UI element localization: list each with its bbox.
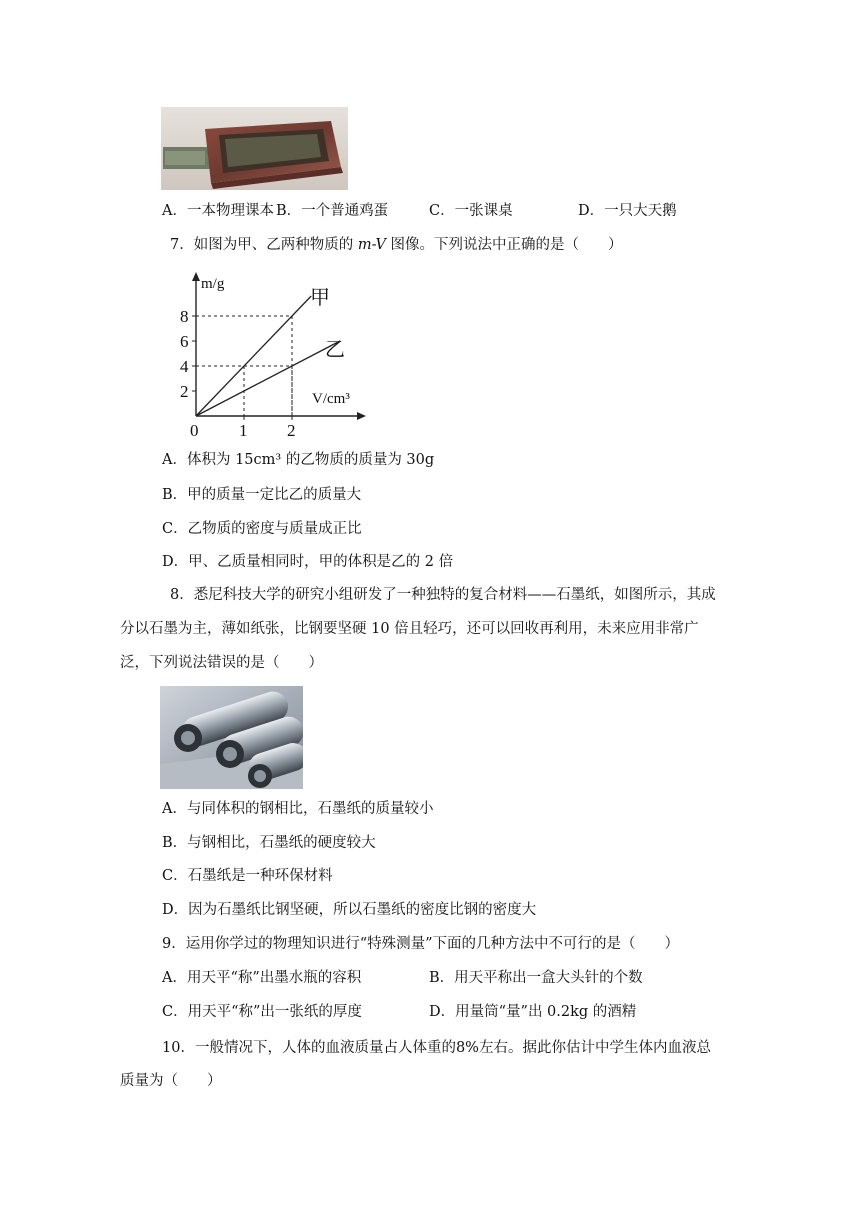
y-axis-arrow [192,272,200,281]
y-tick-label-2: 2 [180,382,189,401]
q9-option-d: D．用量筒“量”出 0.2kg 的酒精 [429,1004,637,1020]
y-tick-label-8: 8 [180,307,189,326]
y-tick-label-4: 4 [180,357,189,376]
q9-stem: 9．运用你学过的物理知识进行“特殊测量”下面的几种方法中不可行的是（ ） [162,936,680,952]
q8-stem-line3: 泛，下列说法错误的是（ ） [120,655,323,671]
q8-option-b: B．与钢相比，石墨纸的硬度较大 [162,835,376,851]
q7-mv-graph [160,268,375,440]
q9-option-c: C．用天平“称”出一张纸的厚度 [162,1004,362,1020]
series-label-yi: 乙 [325,339,345,361]
q8-option-c: C．石墨纸是一种环保材料 [162,868,333,884]
q10-stem-line2: 质量为（ ） [120,1073,222,1089]
q7-option-d: D．甲、乙质量相同时，甲的体积是乙的 2 倍 [162,554,454,570]
x-axis-arrow [357,412,366,420]
q7-option-c: C．乙物质的密度与质量成正比 [162,521,362,537]
q6-photo-tray [161,107,348,190]
x-tick-label-1: 1 [239,421,248,440]
x-tick-label-0: 0 [190,421,199,440]
x-axis-label: V/cm³ [312,391,350,407]
q8-option-a: A．与同体积的钢相比，石墨纸的质量较小 [162,801,434,817]
q7-option-a [162,451,434,469]
q10-stem-line1: 10．一般情况下，人体的血液质量占人体重的8%左右。据此你估计中学生体内血液总 [162,1040,711,1056]
q8-stem-line2: 分以石墨为主，薄如纸张，比钢要坚硬 10 倍且轻巧，还可以回收再利用，未来应用非常广 [120,621,699,637]
q8-photo-graphite-rolls [160,686,303,789]
q9-option-b: B．用天平称出一盒大头针的个数 [429,970,643,986]
q6-option-d: D．一只大天鹅 [578,203,677,219]
q6-option-c: C．一张课桌 [429,203,513,219]
q9-option-a: A．用天平“称”出墨水瓶的容积 [162,970,362,986]
x-tick-label-2: 2 [287,421,296,440]
y-tick-label-6: 6 [180,332,189,351]
q6-option-b: B．一个普通鸡蛋 [276,203,389,219]
q7-option-a-text: A．体积为 15cm³ 的乙物质的质量为 30g [162,452,435,468]
series-label-jia: 甲 [310,287,330,309]
q6-option-a: A．一本物理课本 [162,203,274,219]
q7-stem-italic: m-V [357,237,386,253]
q7-stem [170,236,623,254]
q7-stem-prefix: 7．如图为甲、乙两种物质的 [170,237,358,253]
y-axis-label: m/g [201,276,225,292]
series-line-jia [196,296,311,416]
q8-option-d: D．因为石墨纸比钢坚硬，所以石墨纸的密度比钢的密度大 [162,902,537,918]
q8-stem-line1: 8．悉尼科技大学的研究小组研发了一种独特的复合材料——石墨纸，如图所示，其成 [170,587,716,603]
q7-option-b: B．甲的质量一定比乙的质量大 [162,487,362,503]
q7-stem-suffix: 图像。下列说法中正确的是（ ） [385,237,623,253]
